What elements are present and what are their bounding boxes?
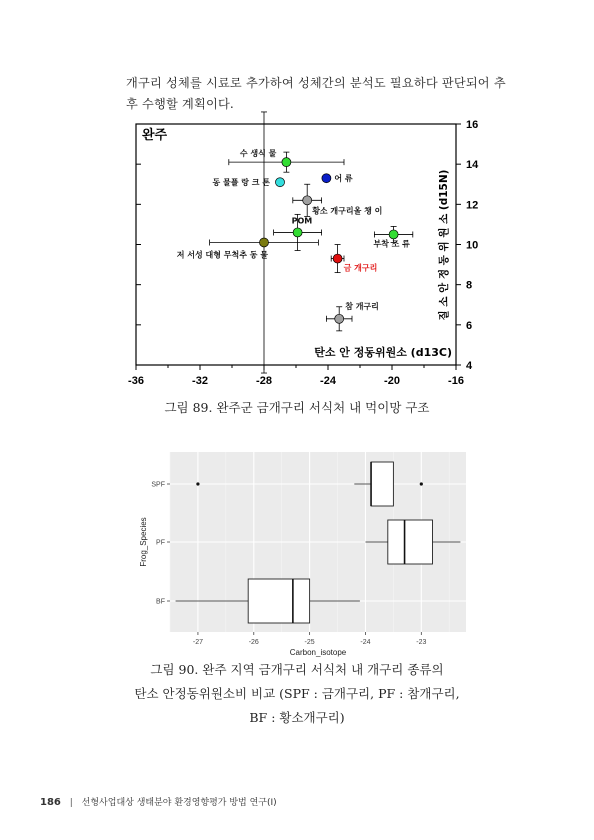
paragraph-line-2: 후 수행할 계획이다. — [126, 97, 235, 111]
x-tick-label: -27 — [192, 639, 203, 646]
data-point-label: 금 개구리 — [343, 263, 378, 273]
y-tick-label: 4 — [466, 360, 473, 372]
footer-text: 선형사업대상 생태분야 환경영향평가 방법 연구(Ⅰ) — [81, 798, 277, 808]
data-point-label: 수 생식 물 — [239, 149, 277, 159]
y-axis-label: Frog_Species — [139, 517, 148, 567]
footer-separator: | — [69, 798, 73, 808]
page-footer — [40, 795, 277, 808]
data-point-label: 참 개구리 — [345, 301, 379, 311]
x-axis-label: 탄소 안 정동위원소 (d13C) — [314, 346, 452, 359]
y-tick-label: 16 — [466, 119, 479, 131]
chart-title: 완주 — [142, 128, 168, 143]
data-point-label: POM — [291, 216, 313, 226]
y-tick-label: SPF — [151, 481, 165, 489]
x-tick-label: -36 — [128, 375, 144, 387]
y-tick-label: 8 — [466, 279, 473, 292]
y-tick-label: BF — [156, 598, 165, 606]
y-tick-label: 10 — [466, 239, 479, 252]
figure-90-caption-line-2: 탄소 안정동위원소비 비교 (SPF : 금개구리, PF : 참개구리, — [134, 686, 460, 701]
x-tick-label: -20 — [384, 375, 400, 387]
x-tick-label: -28 — [256, 375, 272, 387]
figure-90-caption-line-3: BF : 황소개구리) — [249, 710, 345, 725]
y-tick-label: 6 — [466, 319, 473, 332]
x-tick-label: -23 — [416, 639, 427, 646]
x-tick-label: -32 — [192, 375, 208, 387]
box — [388, 520, 433, 564]
figure-89-caption: 그림 89. 완주군 금개구리 서식처 내 먹이망 구조 — [164, 400, 430, 415]
page-number: 186 — [40, 797, 61, 808]
data-point-label: 동 물플 랑 크 톤 — [212, 178, 270, 188]
data-point-label: 황소 개구리올 챙 이 — [312, 206, 383, 216]
x-axis-label: Carbon_isotope — [289, 648, 347, 657]
y-tick-label: 12 — [466, 199, 479, 212]
x-tick-label: -25 — [304, 639, 315, 646]
data-point-label: 부착 조 류 — [373, 239, 410, 249]
figure-90-caption — [0, 658, 594, 730]
x-tick-label: -24 — [360, 639, 371, 646]
x-tick-label: -24 — [320, 375, 336, 387]
x-tick-label: -16 — [448, 375, 464, 387]
y-tick-label: 14 — [466, 159, 479, 172]
outlier-point — [420, 482, 423, 485]
x-tick-label: -26 — [248, 639, 259, 646]
y-axis-label: 질 소 안 정 동 위 원 소 (d15N) — [438, 169, 450, 321]
y-tick-label: PF — [156, 539, 165, 547]
box — [371, 462, 393, 506]
outlier-point — [196, 482, 199, 485]
data-point-label: 저 서성 대형 무척추 동 물 — [176, 250, 268, 260]
box — [248, 579, 309, 623]
data-point-label: 어 류 — [334, 174, 353, 184]
figure-90-caption-line-1: 그림 90. 완주 지역 금개구리 서식처 내 개구리 종류의 — [150, 662, 444, 677]
paragraph-line-1: 개구리 성체를 시료로 추가하여 성체간의 분석도 필요하다 판단되어 추 — [126, 76, 506, 90]
